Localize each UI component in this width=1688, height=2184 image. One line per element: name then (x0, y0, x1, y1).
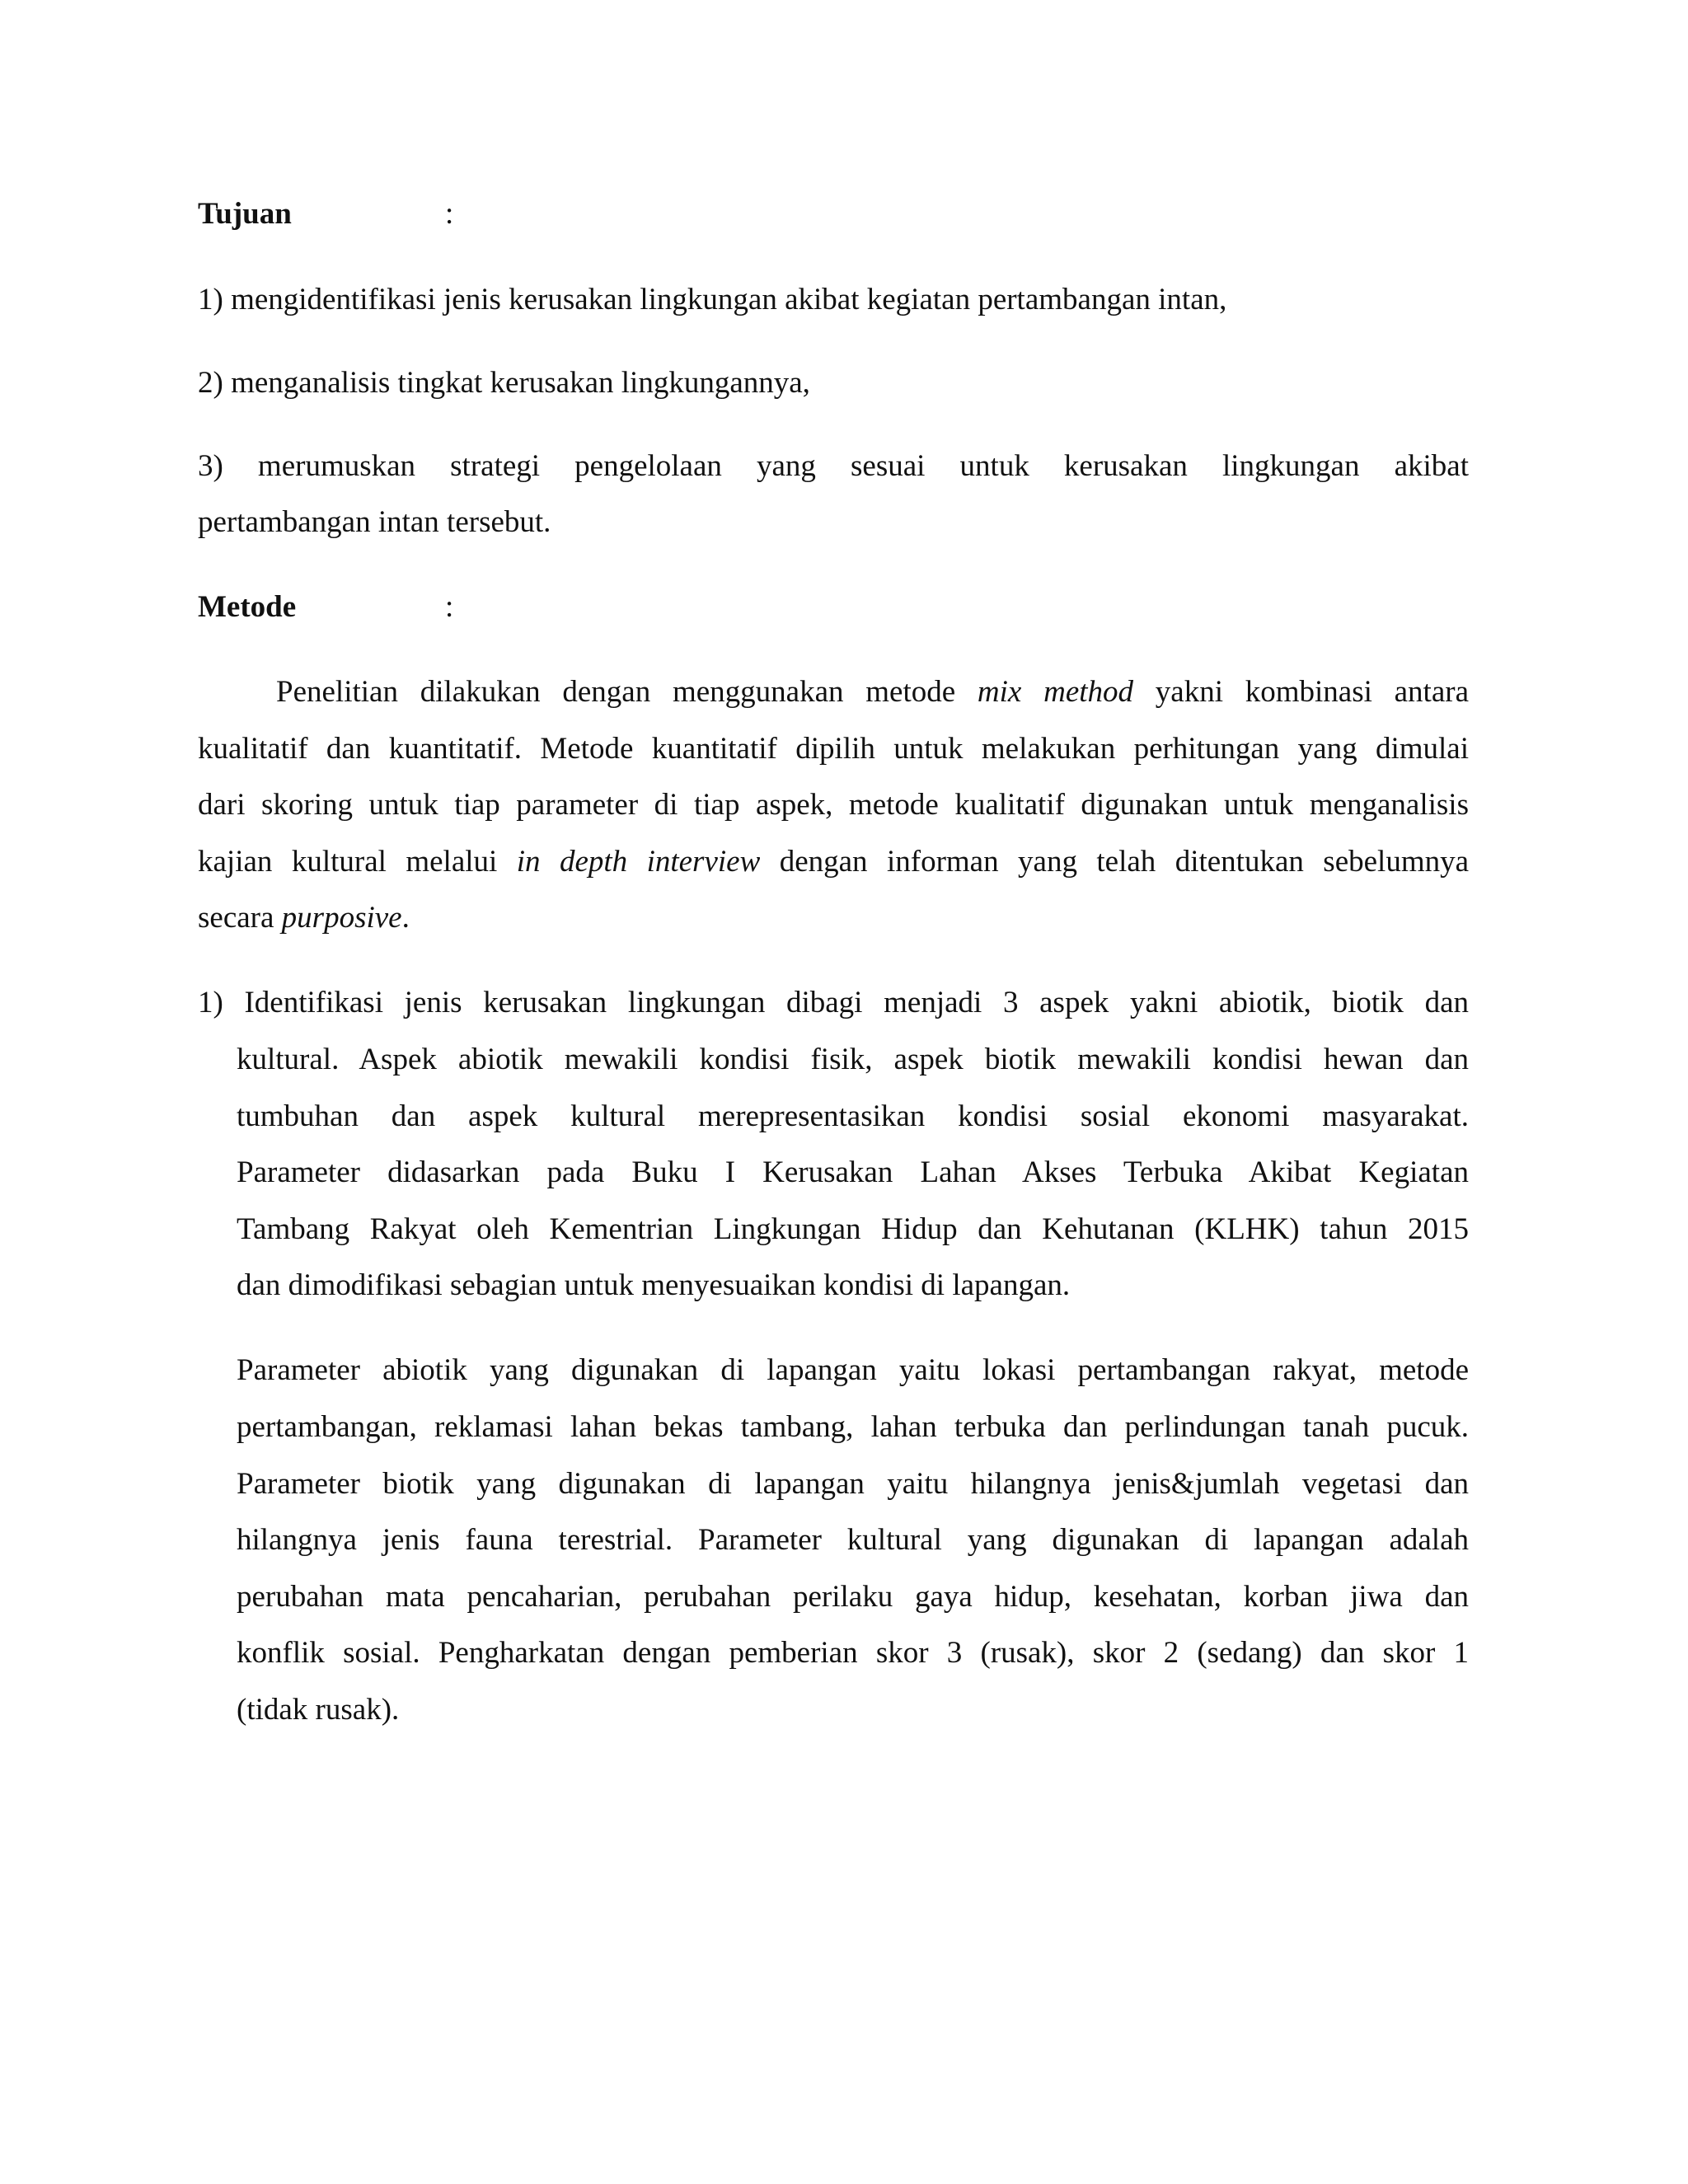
metode-list-item-1-line-5: Tambang Rakyat oleh Kementrian Lingkungan Hidup dan Kehutanan (KLHK) tahun 2015 (237, 1212, 1469, 1246)
text-span: secara (198, 901, 274, 935)
tujuan-heading (198, 196, 454, 232)
tujuan-item-3-line-1: 3) merumuskan strategi pengelolaan yang sesuai untuk kerusakan lingkungan akibat (198, 449, 1469, 483)
metode-paragraph-2-line-4: hilangnya jenis fauna terestrial. Parameter kultural yang digunakan di lapangan adalah (237, 1523, 1469, 1557)
metode-paragraph-1-line-2: kualitatif dan kuantitatif. Metode kuantitatif dipilih untuk melakukan perhitungan yang dimulai (198, 732, 1469, 766)
italic-term-mix-method: mix method (977, 675, 1134, 709)
metode-paragraph-1-line-4 (198, 844, 1469, 880)
metode-paragraph-2-line-3: Parameter biotik yang digunakan di lapangan yaitu hilangnya jenis&jumlah vegetasi dan (237, 1467, 1469, 1501)
tujuan-item-3-line-2: pertambangan intan tersebut. (198, 505, 551, 539)
metode-paragraph-2-line-6: konflik sosial. Pengharkatan dengan pemberian skor 3 (rusak), skor 2 (sedang) dan skor 1 (237, 1636, 1469, 1670)
metode-list-item-1-line-4: Parameter didasarkan pada Buku I Kerusakan Lahan Akses Terbuka Akibat Kegiatan (237, 1155, 1469, 1189)
tujuan-colon: : (445, 197, 454, 231)
metode-paragraph-2-line-2: pertambangan, reklamasi lahan bekas tambang, lahan terbuka dan perlindungan tanah pucuk. (237, 1410, 1469, 1444)
text-span: yakni kombinasi antara (1155, 675, 1469, 709)
tujuan-heading-text: Tujuan (198, 197, 292, 231)
document-page (198, 0, 1469, 2184)
metode-paragraph-2-line-1: Parameter abiotik yang digunakan di lapangan yaitu lokasi pertambangan rakyat, metode (237, 1353, 1469, 1387)
tujuan-item-1: 1) mengidentifikasi jenis kerusakan lingkungan akibat kegiatan pertambangan intan, (198, 283, 1227, 316)
metode-paragraph-2-line-7: (tidak rusak). (237, 1693, 400, 1727)
metode-list-item-1-line-2: kultural. Aspek abiotik mewakili kondisi fisik, aspek biotik mewakili kondisi hewan dan (237, 1043, 1469, 1076)
italic-term-purposive: purposive (281, 901, 402, 935)
tujuan-item-2: 2) menganalisis tingkat kerusakan lingkungannya, (198, 366, 810, 400)
metode-paragraph-1-line-1 (276, 674, 1469, 710)
metode-list-item-1-line-3: tumbuhan dan aspek kultural merepresentasikan kondisi sosial ekonomi masyarakat. (237, 1099, 1469, 1133)
metode-heading (198, 589, 454, 626)
metode-colon: : (445, 590, 454, 624)
text-span: dengan informan yang telah ditentukan sebelumnya (779, 845, 1470, 879)
metode-list-item-1-line-6: dan dimodifikasi sebagian untuk menyesuaikan kondisi di lapangan. (237, 1268, 1071, 1302)
metode-list-item-1-line-1: 1) Identifikasi jenis kerusakan lingkungan dibagi menjadi 3 aspek yakni abiotik, biotik dan (198, 986, 1469, 1019)
text-span: . (401, 901, 410, 935)
italic-term-in-depth-interview: in depth interview (516, 845, 761, 879)
metode-paragraph-1-line-5 (198, 900, 410, 936)
metode-paragraph-2-line-5: perubahan mata pencaharian, perubahan perilaku gaya hidup, kesehatan, korban jiwa dan (237, 1580, 1469, 1614)
text-span: Penelitian dilakukan dengan menggunakan metode (276, 675, 956, 709)
text-span: kajian kultural melalui (198, 845, 498, 879)
metode-heading-text: Metode (198, 590, 297, 624)
metode-paragraph-1-line-3: dari skoring untuk tiap parameter di tiap aspek, metode kualitatif digunakan untuk menganalisis (198, 788, 1469, 822)
